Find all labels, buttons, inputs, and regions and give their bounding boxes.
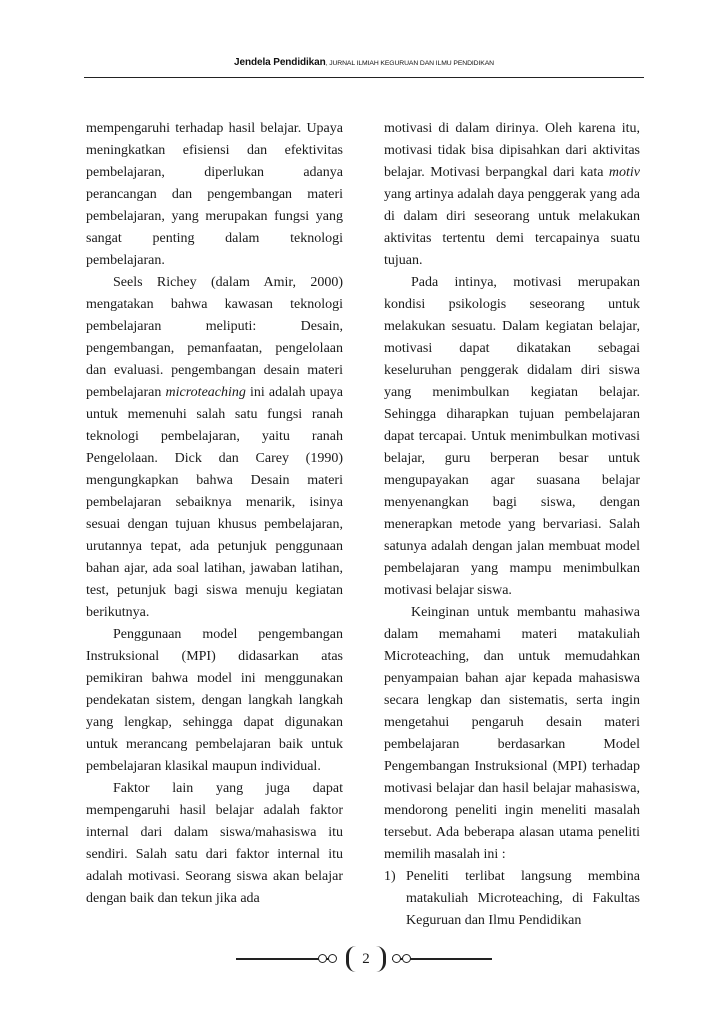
paragraph [86, 272, 343, 624]
journal-subtitle: , JURNAL ILMIAH KEGURUAN DAN ILMU PENDIDIKAN [325, 60, 494, 67]
paragraph: Faktor lain yang juga dapat mempengaruhi hasil belajar adalah faktor internal dari dalam siswa/mahasiswa itu sendiri. Salah satu dari faktor internal itu adalah motivasi. Seorang siswa akan belajar dengan baik dan tekun jika ada [86, 781, 343, 906]
header-rule [84, 77, 644, 78]
paragraph-text: motivasi di dalam dirinya. Oleh karena itu, motivasi tidak bisa dipisahkan dari aktivitas belajar. Motivasi berpangkal dari kata [384, 121, 640, 180]
emphasis-term: microteaching [165, 385, 246, 400]
paragraph [384, 118, 640, 272]
page-number: 2 [346, 946, 386, 972]
journal-name: Jendela Pendidikan [234, 57, 326, 68]
paragraph-text: Seels Richey (dalam Amir, 2000) mengatakan bahwa kawasan teknologi pembelajaran meliputi: Desain, pengembangan, pemanfaatan, pengelolaan dan evaluasi. pengembangan desain materi pembelajaran [86, 275, 343, 400]
ornament-circle-icon [318, 954, 327, 963]
paragraph-text: ini adalah upaya untuk memenuhi salah satu fungsi ranah teknologi pembelajaran, yaitu ranah Pengelolaan. Dick dan Carey (1990) mengungkapkan bahwa Desain materi pembelajaran sebaiknya menarik, isinya sesuai dengan tujuan khusus pembelajaran, urutannya tepat, ada petunjuk penggunaan bahan ajar, ada soal latihan, jawaban latihan, test, petunjuk bagi siswa menuju kegiatan berikutnya. [86, 385, 343, 620]
ornament-circle-icon [392, 954, 401, 963]
list-item [384, 866, 640, 932]
paragraph: mempengaruhi terhadap hasil belajar. Upaya meningkatkan efisiensi dan efektivitas pembelajaran, diperlukan adanya perancangan dan pengembangan materi pembelajaran, yang merupakan fungsi yang sangat penting dalam teknologi pembelajaran. [86, 121, 343, 268]
paragraph: Pada intinya, motivasi merupakan kondisi psikologis seseorang untuk melakukan sesuatu. Dalam kegiatan belajar, motivasi dapat dikatakan sebagai keseluruhan penggerak didalam diri siswa yang menimbulkan kegiatan belajar. Sehingga diharapkan tujuan pembelajaran dapat tercapai. Untuk menimbulkan motivasi belajar, guru berperan besar untuk mengupayakan agar suasana belajar menyenangkan bagi siswa, dengan menerapkan metode yang bervariasi. Salah satunya adalah dengan jalan membuat model pembelajaran yang mampu menimbulkan motivasi belajar siswa. [384, 275, 640, 598]
ornament-circle-icon [328, 954, 337, 963]
emphasis-term: motiv [608, 165, 640, 180]
left-column [86, 118, 343, 910]
list-number: 1) [384, 869, 396, 884]
paragraph: Keinginan untuk membantu mahasiwa dalam memahami materi matakuliah Microteaching, dan untuk memudahkan penyampaian bahan ajar kepada mahasiswa secara lengkap dan sistematis, serta ingin mengetahui pengaruh desain materi pembelajaran berdasarkan Model Pengembangan Instruksional (MPI) terhadap motivasi belajar dan hasil belajar mahasiswa, mendorong peneliti ingin meneliti masalah tersebut. Ada beberapa alasan utama peneliti memilih masalah ini : [384, 605, 640, 862]
paragraph: Penggunaan model pengembangan Instruksional (MPI) didasarkan atas pemikiran bahwa model ini menggunakan pendekatan sistem, dengan langkah langkah yang lengkap, sehingga dapat digunakan untuk merancang pembelajaran baik untuk pembelajaran klasikal maupun individual. [86, 627, 343, 774]
right-column [384, 118, 640, 932]
running-header [0, 57, 728, 68]
ornament-circle-icon [402, 954, 411, 963]
list-text: Peneliti terlibat langsung membina matakuliah Microteaching, di Fakultas Keguruan dan Ilmu Pendidikan [406, 869, 640, 928]
paragraph-text: yang artinya adalah daya penggerak yang ada di dalam diri seseorang untuk melakukan aktivitas tertentu demi tercapainya suatu tujuan. [384, 187, 640, 268]
page-footer [0, 945, 728, 975]
